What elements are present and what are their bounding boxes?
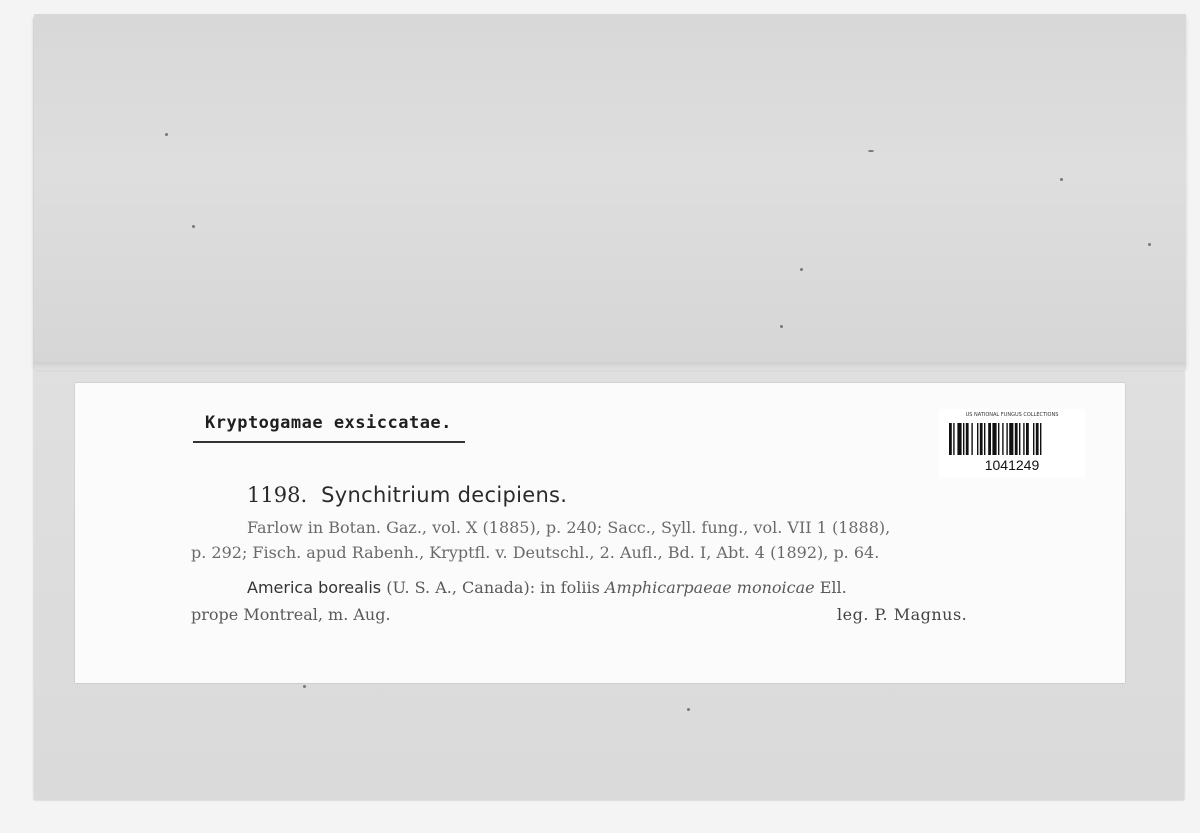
paper-speck: [192, 225, 195, 228]
paper-speck: [687, 708, 690, 711]
paper-speck: [165, 133, 168, 136]
paper-speck: [303, 685, 306, 688]
series-title: Kryptogamae exsiccatae.: [205, 413, 452, 433]
barcode-institution: US NATIONAL FUNGUS COLLECTIONS: [965, 412, 1059, 418]
species-heading: [247, 483, 567, 507]
citation-line-2: p. 292; Fisch. apud Rabenh., Kryptfl. v. Deutschl., 2. Aufl., Bd. I, Abt. 4 (1892), p. 64.: [191, 543, 880, 562]
specimen-label: [75, 383, 1125, 683]
locality-line-1: [247, 578, 847, 597]
locality-detail: (U. S. A., Canada): in foliis: [386, 578, 600, 597]
locality-line-2: prope Montreal, m. Aug.: [191, 605, 391, 624]
barcode-icon: [949, 423, 1075, 455]
entry-number: 1198.: [247, 483, 308, 507]
packet-fold: [34, 362, 1186, 370]
paper-speck: [780, 325, 783, 328]
paper-speck: [1148, 243, 1151, 246]
species-name: Synchitrium decipiens.: [321, 483, 568, 507]
citation-line-1: Farlow in Botan. Gaz., vol. X (1885), p. 240; Sacc., Syll. fung., vol. VII 1 (1888),: [247, 518, 891, 537]
host-author: Ell.: [819, 578, 847, 597]
host-name: Amphicarpaeae monoicae: [604, 578, 815, 597]
paper-speck: [800, 268, 803, 271]
series-underline: [193, 441, 465, 443]
collector: leg. P. Magnus.: [837, 605, 968, 624]
barcode-sticker: [939, 409, 1085, 477]
paper-speck: [868, 150, 874, 152]
locality-region: America borealis: [247, 578, 382, 597]
paper-speck: [1060, 178, 1063, 181]
barcode-number: 1041249: [984, 457, 1040, 473]
packet-flap: [34, 14, 1186, 366]
